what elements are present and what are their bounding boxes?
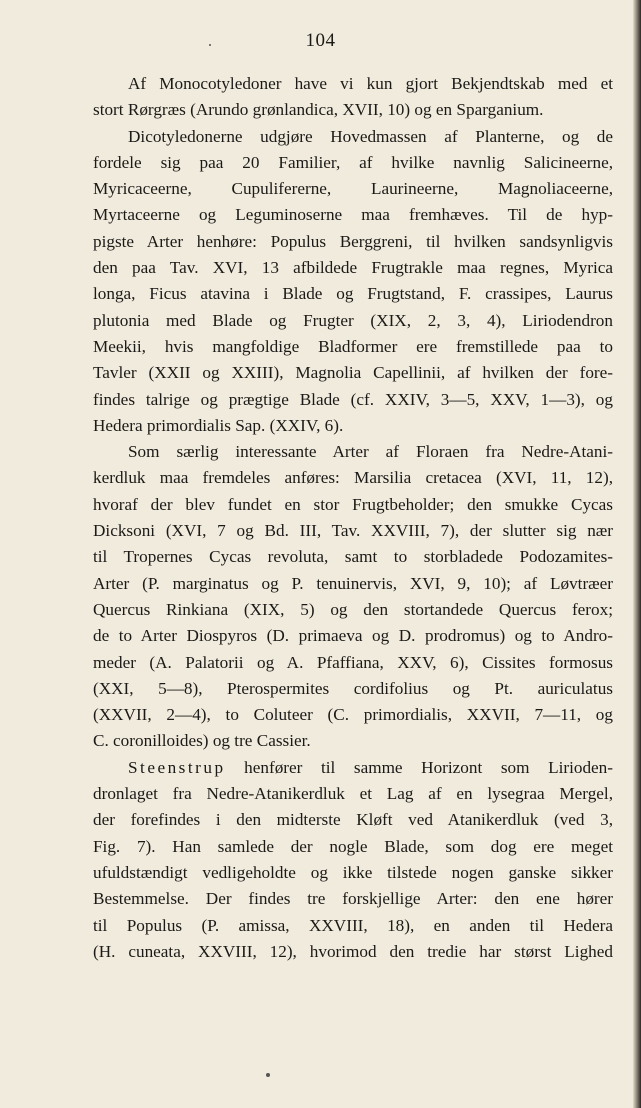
text-line: kerdluk maa fremdeles anføres: Marsilia cretacea (XVI, 11, 12), <box>93 468 613 488</box>
text-line: den paa Tav. XVI, 13 afbildede Frugtrakle maa regnes, Myrica <box>93 258 613 278</box>
text-line: Som særlig interessante Arter af Floraen fra Nedre-Atani- <box>128 442 613 462</box>
text-line: meder (A. Palatorii og A. Pfaffiana, XXV, 6), Cissites formosus <box>93 652 613 672</box>
text-line: findes talrige og prægtige Blade (cf. XXIV, 3—5, XXV, 1—3), og <box>93 389 613 409</box>
text-line: Myrtaceerne og Leguminoserne maa fremhæves. Til de hyp- <box>93 205 613 225</box>
text-line: Af Monocotyledoner have vi kun gjort Bekjendtskab med et <box>128 74 613 93</box>
text-line: (XXVII, 2—4), to Coluteer (C. primordialis, XXVII, 7—11, og <box>93 705 613 725</box>
text-line-rest: henfører til samme Horizont som Lirioden- <box>244 757 613 777</box>
text-line: plutonia med Blade og Frugter (XIX, 2, 3, 4), Liriodendron <box>93 310 613 330</box>
text-line: der forefindes i den midterste Kløft ved Atanikerdluk (ved 3, <box>93 810 613 830</box>
text-line: stort Rørgræs (Arundo grønlandica, XVII, 10) og en Sparganium. <box>93 100 544 120</box>
text-line: Dicksoni (XVI, 7 og Bd. III, Tav. XXVIII, 7), der slutter sig nær <box>93 521 613 541</box>
text-line: (H. cuneata, XXVIII, 12), hvorimod den tredie har størst Lighed <box>93 941 613 961</box>
text-line: longa, Ficus atavina i Blade og Frugtstand, F. crassipes, Laurus <box>93 284 613 304</box>
text-line: ufuldstændigt vedligeholdte og ikke tilstede nogen ganske sikker <box>93 862 613 882</box>
text-line: pigste Arter henhøre: Populus Berggreni, til hvilken sandsynligvis <box>93 231 613 251</box>
text-line <box>93 755 613 781</box>
text-line: Quercus Rinkiana (XIX, 5) og den stortandede Quercus ferox; <box>93 599 613 619</box>
text-line: de to Arter Diospyros (D. primaeva og D. prodromus) og to Andro- <box>93 626 613 646</box>
text-line: Myricaceerne, Cupulifererne, Laurineerne, Magnoliaceerne, <box>93 179 613 199</box>
text-line: Tavler (XXII og XXIII), Magnolia Capellinii, af hvilken der fore- <box>93 363 613 383</box>
text-line: til Populus (P. amissa, XXVIII, 18), en anden til Hedera <box>93 915 613 935</box>
body-text <box>93 71 613 965</box>
author-name: Steenstrup <box>128 757 226 777</box>
text-line: dronlaget fra Nedre-Atanikerdluk et Lag af en lysegraa Mergel, <box>93 784 613 804</box>
text-line: fordele sig paa 20 Familier, af hvilke navnlig Salicineerne, <box>93 152 613 172</box>
text-line: Dicotyledonerne udgjøre Hovedmassen af Planterne, og de <box>128 126 613 146</box>
text-line: C. coronilloides) og tre Cassier. <box>93 731 311 751</box>
text-line: Meekii, hvis mangfoldige Bladformer ere fremstillede paa to <box>93 336 613 356</box>
page-edge-shadow <box>633 0 641 1108</box>
text-line: til Tropernes Cycas revoluta, samt to storbladede Podozamites- <box>93 547 613 567</box>
text-line: Bestemmelse. Der findes tre forskjellige Arter: den ene hører <box>93 889 613 909</box>
text-line: Fig. 7). Han samlede der nogle Blade, som dog ere meget <box>93 836 613 856</box>
page-number: 104 <box>305 30 336 51</box>
text-line: Hedera primordialis Sap. (XXIV, 6). <box>93 415 344 435</box>
print-speck <box>266 1073 270 1077</box>
text-line: (XXI, 5—8), Pterospermites cordifolius og Pt. auriculatus <box>93 678 613 698</box>
text-line: Arter (P. marginatus og P. tenuinervis, XVI, 9, 10); af Løvtræer <box>93 573 613 593</box>
text-line: hvoraf der blev fundet en stor Frugtbeholder; den smukke Cycas <box>93 494 613 514</box>
